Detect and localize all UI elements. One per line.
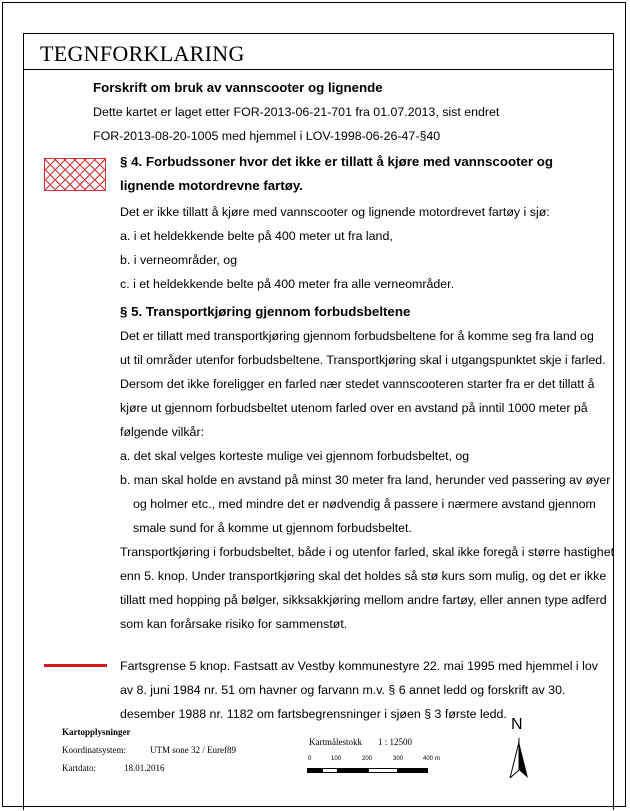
section5-p4: kjøre ut gjennom forbudsbeltet utenom farled over en avstand på inntil 1000 meter på xyxy=(120,401,588,415)
scale-segment xyxy=(398,768,428,773)
scale-segment xyxy=(322,768,338,773)
section5-p5: følgende vilkår: xyxy=(120,425,205,439)
section5-item-b-2: og holmer etc., med mindre det er nødvendig å passere i nærmere avstand gjennom xyxy=(133,497,596,511)
coord-label: Koordinatsystem: xyxy=(62,745,126,755)
section5-item-b-1: b. man skal holde en avstand på minst 30 meter fra land, herunder ved passering av øyer xyxy=(120,473,611,487)
legend-frame xyxy=(2,2,626,807)
title-row xyxy=(24,34,613,70)
scale-bar xyxy=(307,756,440,774)
scale-segment xyxy=(338,768,368,773)
scale-tick-300: 300 xyxy=(393,756,404,762)
speed-limit-line-3: desember 1988 nr. 1182 om fartsbegrensninger i sjøen § 3 første ledd. xyxy=(120,707,507,721)
legend-panel xyxy=(23,33,614,810)
scale-tick-100: 100 xyxy=(331,756,342,762)
scale-tick-400: 400 xyxy=(423,756,434,762)
coord-value: UTM sone 32 / Euref89 xyxy=(150,745,236,755)
legend-title: TEGNFORKLARING xyxy=(40,41,245,66)
north-arrow-icon xyxy=(506,716,534,778)
scale-segment xyxy=(368,768,398,773)
crosshatch-swatch-icon xyxy=(44,158,106,191)
speed-limit-line-1: Fartsgrense 5 knop. Fastsatt av Vestby kommunestyre 22. mai 1995 med hjemmel i lov xyxy=(120,659,598,673)
scale-tick-200: 200 xyxy=(362,756,373,762)
regulation-line-1: Dette kartet er laget etter FOR-2013-06-21-701 fra 01.07.2013, sist endret xyxy=(93,105,500,119)
regulation-heading: Forskrift om bruk av vannscooter og lignende xyxy=(93,80,383,95)
scale-value: 1 : 12500 xyxy=(378,737,413,747)
section5-item-b-3: smale sund for å komme ut gjennom forbudsbeltet. xyxy=(133,521,412,535)
section5-item-a: a. det skal velges korteste mulige vei gjennom forbudsbeltet, og xyxy=(120,449,470,463)
section5-p1: Det er tillatt med transportkjøring gjennom forbudsbeltene for å komme seg fra land og xyxy=(120,329,594,343)
section5-q2: enn 5. knop. Under transportkjøring skal det holdes så stø kurs som mulig, og det er ikke xyxy=(120,569,607,583)
section5-q4: som kan forårsake risiko for sammenstøt. xyxy=(120,617,348,631)
section4-item-b: b. i verneområder, og xyxy=(120,253,238,267)
regulation-line-2: FOR-2013-08-20-1005 med hjemmel i LOV-1998-06-26-47-§40 xyxy=(93,129,441,143)
section4-item-a: a. i et heldekkende belte på 400 meter ut fra land, xyxy=(120,229,393,243)
north-label: N xyxy=(511,716,523,733)
scale-tick-unit: m xyxy=(435,756,440,762)
red-line-icon xyxy=(44,664,107,667)
section5-heading: § 5. Transportkjøring gjennom forbudsbeltene xyxy=(120,304,411,319)
section5-p3: Dersom det ikke foreligger en farled nær stedet vannscooteren starter fra er det tillatt å xyxy=(120,377,595,391)
section5-q3: tillatt med hopping på bølger, sikksakkjøring mellom andre fartøy, eller annen type adferd xyxy=(120,593,607,607)
section5-p2: ut til områder utenfor forbudsbeltene. Transportkjøring skal i utgangspunktet skje i farled. xyxy=(120,353,606,367)
section5-q1: Transportkjøring i forbudsbeltet, både i og utenfor farled, skal ikke foregå i større hastighet xyxy=(120,545,615,559)
section4-item-c: c. i et heldekkende belte på 400 meter fra alle verneområder. xyxy=(120,277,455,291)
section4-heading-2: lignende motordrevne fartøy. xyxy=(120,178,303,193)
speed-limit-line-2: av 8. juni 1984 nr. 51 om havner og farvann m.v. § 6 annet ledd og forskrift av 30. xyxy=(120,683,566,697)
section4-heading-1: § 4. Forbudssoner hvor det ikke er tillatt å kjøre med vannscooter og xyxy=(120,154,554,169)
scale-tick-0: 0 xyxy=(308,756,312,762)
section4-intro: Det er ikke tillatt å kjøre med vannscooter og lignende motordrevet fartøy i sjø: xyxy=(120,205,550,219)
north-arrow-shape xyxy=(506,716,534,778)
mapinfo-heading: Kartopplysninger xyxy=(62,727,131,737)
date-label: Kartdato: xyxy=(62,763,96,773)
scale-segment xyxy=(307,768,322,773)
scale-label: Kartmålestokk xyxy=(309,737,362,747)
date-value: 18.01.2016 xyxy=(124,763,165,773)
